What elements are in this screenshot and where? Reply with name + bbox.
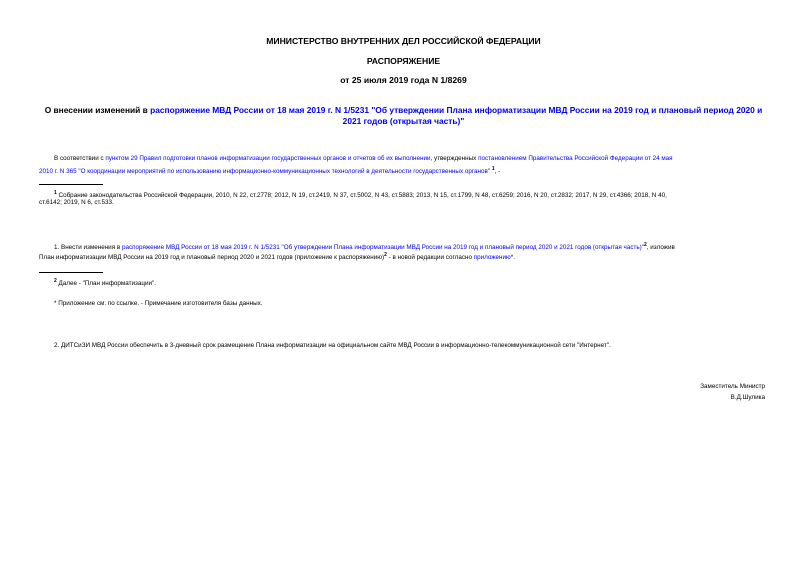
signature-name: В.Д.Шулика (730, 394, 765, 401)
document-type: РАСПОРЯЖЕНИЕ (366, 56, 441, 66)
preamble-line-2 (39, 164, 500, 177)
item-1-text: - в новой редакции согласно (386, 254, 474, 262)
ministry-name: МИНИСТЕРСТВО ВНУТРЕННИХ ДЕЛ РОССИЙСКОЙ ФЕДЕРАЦИИ (266, 36, 541, 46)
item-2: 2. ДИТСиЗИ МВД России обеспечить в 3-дневный срок размещение Плана информатизации на официальном сайте МВД России в информационно-телекоммуникационной сети "Интернет". (54, 342, 611, 349)
order-link[interactable]: распоряжение МВД России от 18 мая 2019 г. N 1/5231 "Об утверждении Плана информатизации МВД России на 2019 год и плановый период 2020 и 2021 годов (открытая часть)" (121, 244, 644, 252)
footnote-1-mark: 1 (54, 190, 57, 196)
title-link[interactable]: распоряжение МВД России от 18 мая 2019 г. N 1/5231 "Об утверждении Плана информатизации МВД России на 2019 год и плановый период 2020 и 2021 годов (открытая часть)" (150, 105, 763, 126)
footnote-2 (54, 276, 156, 289)
footnote-separator (39, 272, 103, 273)
rules-link[interactable]: пунктом 29 Правил подготовки планов информатизации государственных органов и отчетов об их выполнении (105, 155, 431, 162)
document-date-number: от 25 июля 2019 года N 1/8269 (340, 75, 467, 85)
footnote-1-line-1 (54, 188, 667, 201)
footnote-separator (39, 184, 103, 185)
item-1-text: *. (510, 254, 515, 262)
title-prefix: О внесении изменений в (44, 105, 151, 115)
footnote-2-text: Далее - "План информатизации". (56, 280, 157, 288)
footnote-mark-1[interactable]: 1 (491, 166, 495, 172)
footnote-2-mark: 2 (54, 278, 57, 284)
document-title (40, 105, 767, 127)
item-1-text: 1. Внести изменения в (54, 244, 122, 252)
footnote-mark-2[interactable]: 2 (643, 242, 647, 248)
footnote-1-line-2: ст.6142; 2019, N 6, ст.533. (39, 199, 114, 206)
footnote-1-text: Собрание законодательства Российской Федерации, 2010, N 22, ст.2778; 2012, N 19, ст.2419, N 37, ст.5002, N 43, ст.5883; 2013, N 15, ст.1799, N 48, ст.6259; 2016, N 20, ст.2832; 2017, N 29, ст.4366; 2018, N 40, (56, 192, 667, 200)
item-1-text: План информатизации МВД России на 2019 год и плановый период 2020 и 2021 годов (приложение к распоряжению) (39, 254, 385, 262)
preamble-text: , - (494, 168, 501, 176)
appendix-link[interactable]: приложению (473, 254, 511, 262)
footnote-mark-2b[interactable]: 2 (384, 252, 387, 258)
item-1-line-2 (39, 250, 515, 263)
signature-position: Заместитель Министр (700, 383, 765, 390)
resolution-link[interactable]: постановлением Правительства Российской Федерации от 24 мая (478, 155, 673, 162)
resolution-link-cont[interactable]: 2010 г. N 365 "О координации мероприятий по использованию информационно-коммуникационных технологий в деятельности государственных органов" (39, 168, 491, 176)
editor-note: * Приложение см. по ссылке. - Примечание изготовителя базы данных. (54, 300, 263, 307)
item-1-text: , изложив (646, 244, 675, 252)
preamble-line-1 (54, 154, 673, 164)
preamble-text: В соответствии с (54, 155, 106, 162)
preamble-text: , утвержденных (430, 155, 479, 162)
